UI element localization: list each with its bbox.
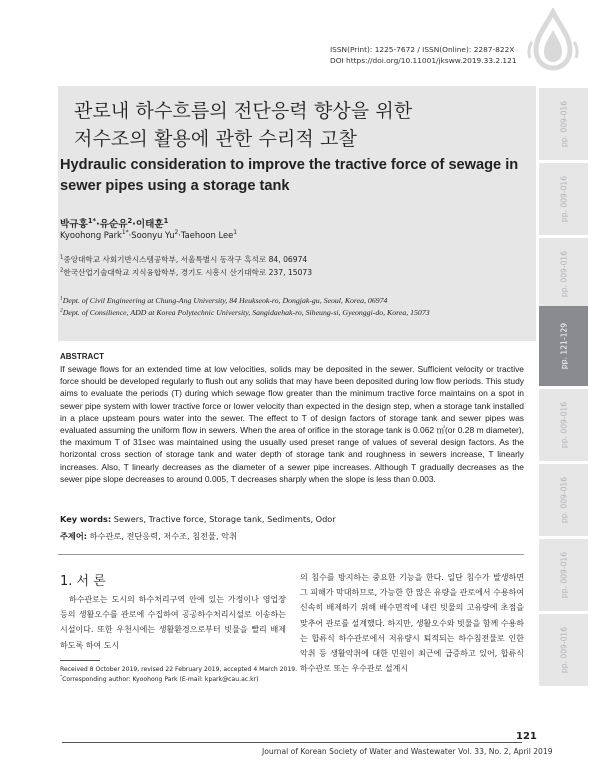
affiliation-sup: 1 [60,295,63,302]
footnote [60,665,297,684]
issn-doi-header [330,44,517,66]
side-tab-label: pp. 009-016 [559,250,568,298]
author-3-kr: 이태훈 [135,219,164,230]
abstract-text: If sewage flows for an extended time at low velocities, solids may be deposited in the sewer. Sufficient velocity or tractive force should be developed regularly to flush out any solids that may have been deposited during low flow periods. This study aims to evaluate the periods (T) during which sewage flow greater than the minimum tractive force maintains on a spot in sewer pipe system with lower tractive force or lower velocity than expected in the design step, when a storage tank installed in a place upsteam pours water into the sewer. The effect to T of design factors of storage tank and sewer pipes was evaluated assuming the uniform flow in sewers. When the area of orifice in the storage tank is 0.062 ㎡(or 0.28 m diameter), the maximum T of 31sec was maintained using the usually used preset range of values of several design factors. As the horizontal cross section of storage tank and water depth of storage tank and roughness in sewers increase, T linearly increases. Also, T linearly decreases as the diameter of a sewer pipe increases. Although T gradually decreases as the sewer pipe slope decreases to around 0.005, T decreases sharply when the slope is less than 0.003. [60,364,524,484]
author-separator: · [96,219,100,230]
side-tab-active[interactable] [539,306,588,386]
footnote-sup: * [60,674,63,680]
affiliation-kr-2 [60,266,312,279]
side-tab[interactable] [539,238,588,310]
title-korean [74,97,412,153]
side-tab[interactable] [539,464,588,536]
doi-text: DOI https://doi.org/10.11001/jksww.2019.33.2.121 [330,56,517,65]
author-separator: · [128,230,132,240]
author-3-en-sup: 1 [233,230,238,237]
affiliation-en-1 [60,295,430,307]
author-3-en: Taehoon Lee [180,230,234,240]
body-paragraph: 하수관로는 도시의 하수처리구역 안에 있는 가정이나 영업장 등의 생활오수를 관로에 수집하여 공공하수처리시설로 이송하는 시설이다. 또한 우천시에는 생활환경으로부터 빗물을 빨리 배제하도록 하여 도시 [60,595,286,650]
body-paragraph: 의 침수를 방지하는 중요한 기능을 한다. 일단 침수가 발생하면 그 피해가 막대하므로, 가능한 한 많은 유량을 관로에서 수용하여 신속히 배제하기 위해 배수면적에 내린 빗물의 고유량에 초점을 맞추어 관로를 설계했다. 하지만, 생활오수와 빗물을 함께 수용하는 합류식 하수관로에서 저유량시 퇴적되는 하수침전물로 인한 악취 등 생활악취에 대한 민원이 최근에 급증하고 있어, 합류식 하수관로 또는 우수관로 설계시 [300,573,524,674]
affiliations-korean [60,253,312,279]
issn-text: ISSN(Print): 1225-7672 / ISSN(Online): 2287-822X [330,45,515,54]
affiliations-english [60,295,430,319]
affiliation-kr-1 [60,253,312,266]
authors-korean [60,216,168,230]
keywords-label-kr: 주제어: [60,531,88,541]
author-1-en: Kyoohong Park [60,230,122,240]
affiliation-sup: 1 [60,254,64,261]
keywords-english [60,514,336,524]
abstract-heading: ABSTRACT [60,352,104,361]
footnote-rule [60,660,100,661]
side-tab[interactable] [539,539,588,611]
author-1-kr-sup: 1* [87,216,97,225]
water-drop-logo-icon [524,8,582,72]
side-tab-label: pp. 009-016 [559,175,568,223]
author-2-kr-sup: 2 [127,216,133,225]
affiliation-text: 중앙대학교 사회기반시스템공학부, 서울특별시 동작구 흑석로 84, 06974 [63,255,308,264]
author-1-en-sup: 1* [121,230,129,237]
section-1-heading: 1. 서 론 [60,574,106,589]
side-tab-label: pp. 121-129 [559,322,568,370]
author-2-en-sup: 2 [174,230,179,237]
affiliation-sup: 2 [60,267,64,274]
title-english: Hydraulic consideration to improve the tractive force of sewage in sewer pipes using a storage tank [60,157,519,194]
body-column-right [300,570,524,676]
side-tab-label: pp. 009-016 [559,626,568,674]
author-2-kr: 유순유 [99,219,128,230]
side-tab-label: pp. 009-016 [559,401,568,449]
keywords-label: Key words: [60,514,112,524]
body-column-left [60,592,286,653]
side-tab[interactable] [539,614,588,686]
author-2-en: Soonyu Yu [131,230,175,240]
side-tab[interactable] [539,389,588,461]
keywords-korean [60,531,237,542]
footnote-corresponding [60,675,297,685]
keywords-text: Sewers, Tractive force, Storage tank, Sediments, Odor [113,514,336,524]
author-1-kr: 박규홍 [60,219,88,230]
title-korean-line-2: 저수조의 활용에 관한 수리적 고찰 [74,128,357,150]
affiliation-text: 한국산업기술대학교 지식융합학부, 경기도 시흥시 산기대학로 237, 15073 [63,268,313,277]
author-separator: · [132,219,136,230]
keywords-text-kr: 하수관로, 전단응력, 저수조, 침전물, 악취 [89,531,237,541]
side-tab[interactable] [539,88,588,160]
author-3-kr-sup: 1 [163,216,169,225]
footnote-dates: Received 8 October 2019, revised 22 February 2019, accepted 4 March 2019. [60,666,298,673]
title-korean-line-1: 관로내 하수흐름의 전단응력 향상을 위한 [74,100,413,122]
side-tab[interactable] [539,163,588,235]
side-tab-label: pp. 009-016 [559,476,568,524]
affiliation-text: Dept. of Civil Engineering at Chung-Ang University, 84 Heukseok-ro, Dongjak-gu, Seoul, Korea, 06974 [62,296,388,305]
page-number: 121 [516,731,537,742]
footer-rule [62,742,522,743]
section-divider [58,554,524,555]
authors-english [60,230,237,240]
affiliation-sup: 2 [60,307,63,314]
side-tab-label: pp. 009-016 [559,551,568,599]
affiliation-en-2 [60,307,430,319]
footnote-corresponding-text: Corresponding author: Kyoohong Park (E-mail: kpark@cau.ac.kr) [62,675,259,683]
journal-footer: Journal of Korean Society of Water and Wastewater Vol. 33, No. 2, April 2019 [262,747,553,756]
author-separator: · [178,230,181,240]
side-tab-label: pp. 009-016 [559,100,568,148]
affiliation-text: Dept. of Consilience, ADD at Korea Polytechnic University, Sangidaehak-ro, Siheung-si, Gyeonggi-do, Korea, 15073 [62,308,430,317]
